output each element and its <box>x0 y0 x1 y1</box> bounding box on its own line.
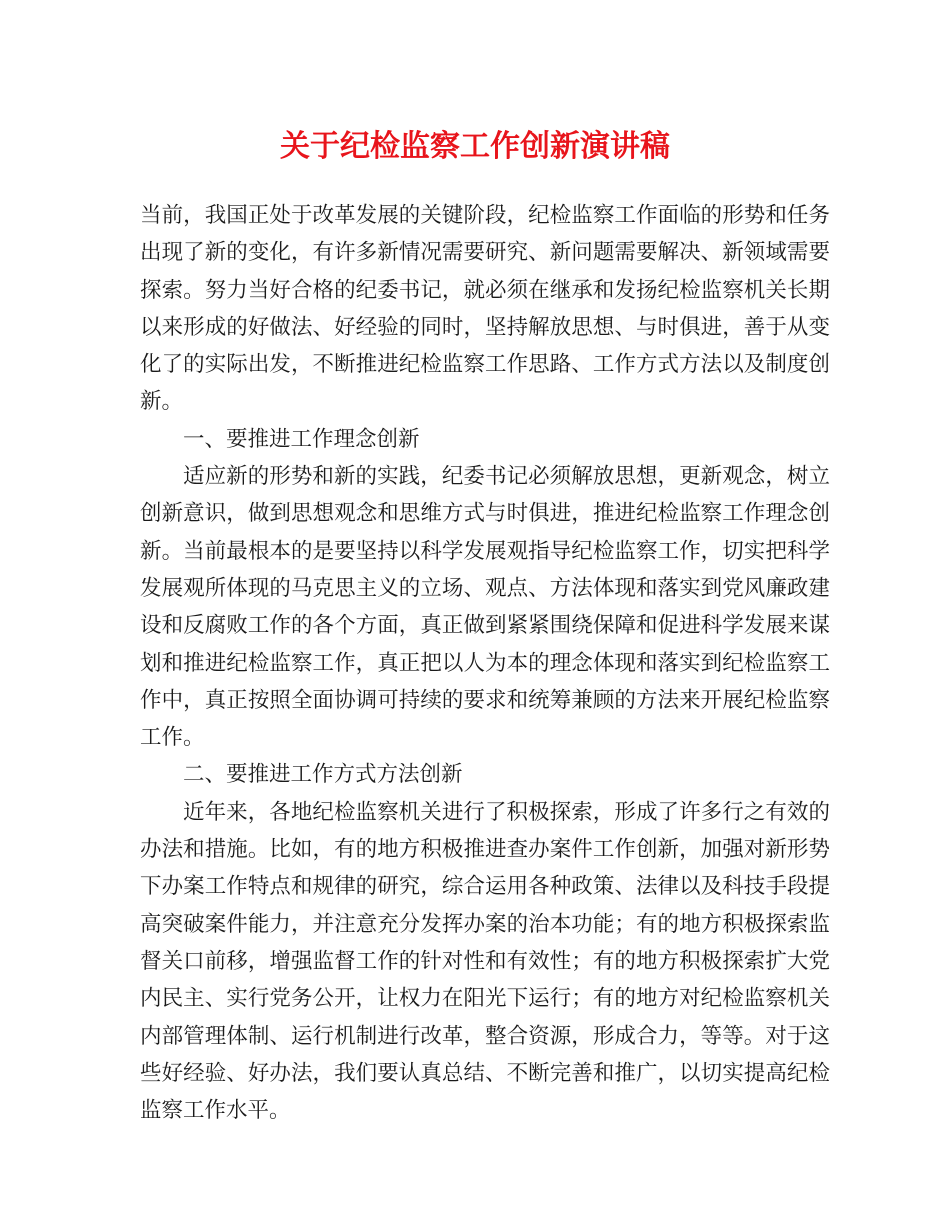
section-heading-2: 二、要推进工作方式方法创新 <box>183 762 463 788</box>
paragraph-section-2: 近年来，各地纪检监察机关进行了积极探索，形成了许多行之有效的办法和措施。比如，有的地方积极推进查办案件工作创新，加强对新形势下办案工作特点和规律的研究，综合运用各种政策、法律以及科技手段提高突破案件能力，并注意充分发挥办案的治本功能；有的地方积极探索监督关口前移，增强监督工作的针对性和有效性；有的地方积极探索扩大党内民主、实行党务公开，让权力在阳光下运行；有的地方对纪检监察机关内部管理体制、运行机制进行改革，整合资源，形成合力，等等。对于这些好经验、好办法，我们要认真总结、不断完善和推广，以切实提高纪检监察工作水平。 <box>140 799 830 1124</box>
paragraph-section-1: 适应新的形势和新的实践，纪委书记必须解放思想，更新观念，树立创新意识，做到思想观念和思维方式与时俱进，推进纪检监察工作理念创新。当前最根本的是要坚持以科学发展观指导纪检监察工作，切实把科学发展观所体现的马克思主义的立场、观点、方法体现和落实到党风廉政建设和反腐败工作的各个方面，真正做到紧紧围绕保障和促进科学发展来谋划和推进纪检监察工作，真正把以人为本的理念体现和落实到纪检监察工作中，真正按照全面协调可持续的要求和统筹兼顾的方法来开展纪检监察工作。 <box>140 464 830 751</box>
document-title: 关于纪检监察工作创新演讲稿 <box>280 129 670 164</box>
document-body <box>140 197 830 1129</box>
section-heading-1: 一、要推进工作理念创新 <box>183 426 420 452</box>
paragraph-intro: 当前，我国正处于改革发展的关键阶段，纪检监察工作面临的形势和任务出现了新的变化，有许多新情况需要研究、新问题需要解决、新领域需要探索。努力当好合格的纪委书记，就必须在继承和发扬纪检监察机关长期以来形成的好做法、好经验的同时，坚持解放思想、与时俱进，善于从变化了的实际出发，不断推进纪检监察工作思路、工作方式方法以及制度创新。 <box>140 203 830 415</box>
